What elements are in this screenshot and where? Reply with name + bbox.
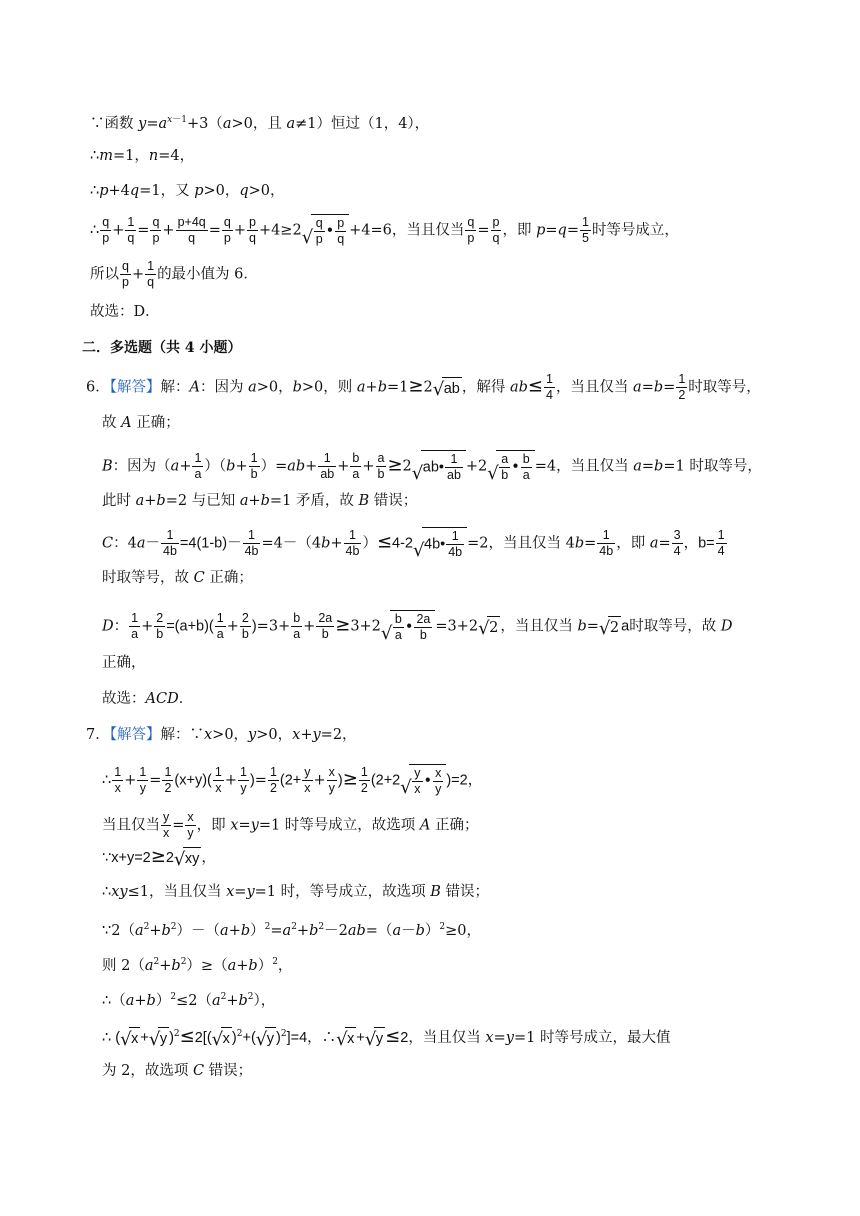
q7-line-9: ∴ ( √ x + √ y )$^2$≤2[( √ x )$^2$+( √ y )$^2$]=4，∴ √ x + √ y ≤2，当且仅当 x=y=1 时等号成立，最大值 (102, 1025, 671, 1050)
q7-line-10: 为 2，故选项 C 错误； (102, 1063, 253, 1079)
q6-line-d1: D： $\frac{1}{a}$ + $\frac{2}{b}$ =(a+b)( $\frac{1}{a}$ + $\frac{2}{b}$ )=3+ $\frac{b}{a}$ + $\frac{2a}{b}$ ≥3+2 √ $\frac{b}{a}$ • $\frac{2a}{b}$ =3+2 √ 2 ，当且仅当 b= √ 2 a时取等号，故 D (102, 611, 733, 644)
q7-line-5: ∴xy≤1，当且仅当 x=y=1 时，等号成立，故选项 B 错误； (102, 884, 489, 900)
q7-line-6: $\because 2(a^2+b^2)-(a+b)^2=a^2+b^2-2ab=(a-b)^2\ge 0$， (102, 922, 481, 939)
q7-line-8: $\therefore(a+b)^2\le 2(a^2+b^2)$， (102, 992, 276, 1009)
q6-line-c1: C：4a－ $\frac{1}{4b}$ =4(1-b)－ $\frac{1}{4b}$ =4－（4b+ $\frac{1}{4b}$ ）≤4-2 √ 4b• $\frac{1}{4b}$ =2，当且仅当 4b= $\frac{1}{4b}$ ，即 a= $\frac{3}{4}$ ，b= $\frac{1}{4}$ (102, 528, 725, 561)
q7-line-7: 则 $2(a^2+b^2)\ge(a+b)^2$， (102, 957, 293, 974)
q6-answer: 故选：ACD． (102, 691, 194, 707)
q5-line-3: ∴p+4q=1，又 p>0，q>0， (90, 183, 285, 199)
q6-line-d2: 正确， (102, 655, 146, 671)
q6-line-b2: 此时 a+b=2 与已知 a+b=1 矛盾，故 B 错误； (102, 493, 418, 509)
q7-number: 7． (86, 727, 110, 743)
q7-line-4: ∵x+y=2≥2 √ xy ， (102, 846, 216, 870)
q6-number: 6． (86, 379, 110, 396)
q6-line-a2: 故 A 正确； (102, 415, 180, 431)
q7-line-2: ∴ $\frac{1}{x}$ + $\frac{1}{y}$ = $\frac{1}{2}$ (x+y)( $\frac{1}{x}$ + $\frac{1}{y}$ )= $\frac{1}{2}$ (2+ $\frac{y}{x}$ + $\frac{x}{y}$ )≥ $\frac{1}{2}$ (2+2 √ $\frac{y}{x}$ • $\frac{x}{y}$ )=2， (102, 765, 483, 798)
q5-line-4: ∴ $\frac{q}{p}$ + $\frac{1}{q}$ = $\frac{q}{p}$ + $\frac{p+4q}{q}$ = $\frac{q}{p}$ + $\frac{p}{q}$ +4≥2 √ $\frac{q}{p}$ • $\frac{p}{q}$ +4=6，当且仅当 $\frac{q}{p}$ = $\frac{p}{q}$ ，即 p=q= $\frac{1}{5}$ 时等号成立， (90, 215, 679, 248)
q7-line-3: 当且仅当 $\frac{y}{x}$ = $\frac{x}{y}$ ，即 x=y=1 时等号成立，故选项 A 正确； (102, 810, 479, 840)
section-title: 二．多选题（共 4 小题） (82, 340, 242, 356)
q6-line-a1: 6．【解答】解：A：因为 a>0，b>0，则 a+b=1≥2 √ ab ，解得 ab≤ $\frac{1}{4}$ ，当且仅当 a=b= $\frac{1}{2}$ 时取等号， (86, 372, 761, 402)
q7-answer-tag: 【解答】 (109, 727, 161, 743)
q5-line-5: 所以 $\frac{q}{p}$ + $\frac{1}{q}$ 的最小值为 6． (90, 259, 258, 289)
q5-line-2: ∴m=1，n=4， (90, 148, 195, 164)
q5-line-1: ∵函数 $y=a^{x-1}+3(a>0$，且 a≠1）恒过（1，4）， (90, 115, 430, 132)
q5-answer: 故选：D． (90, 304, 160, 320)
q6-answer-tag: 【解答】 (109, 379, 161, 396)
q7-line-1: 7．【解答】解：∵x>0，y>0，x+y=2， (86, 727, 357, 743)
q6-line-b1: B：因为（a+ $\frac{1}{a}$ ）（b+ $\frac{1}{b}$ ）=ab+ $\frac{1}{ab}$ + $\frac{b}{a}$ + $\frac{a}{b}$ ≥2 √ ab• $\frac{1}{ab}$ +2 √ $\frac{a}{b}$ • $\frac{b}{a}$ =4，当且仅当 a=b=1 时取等号， (102, 451, 762, 484)
q6-line-c2: 时取等号，故 C 正确； (102, 570, 253, 586)
